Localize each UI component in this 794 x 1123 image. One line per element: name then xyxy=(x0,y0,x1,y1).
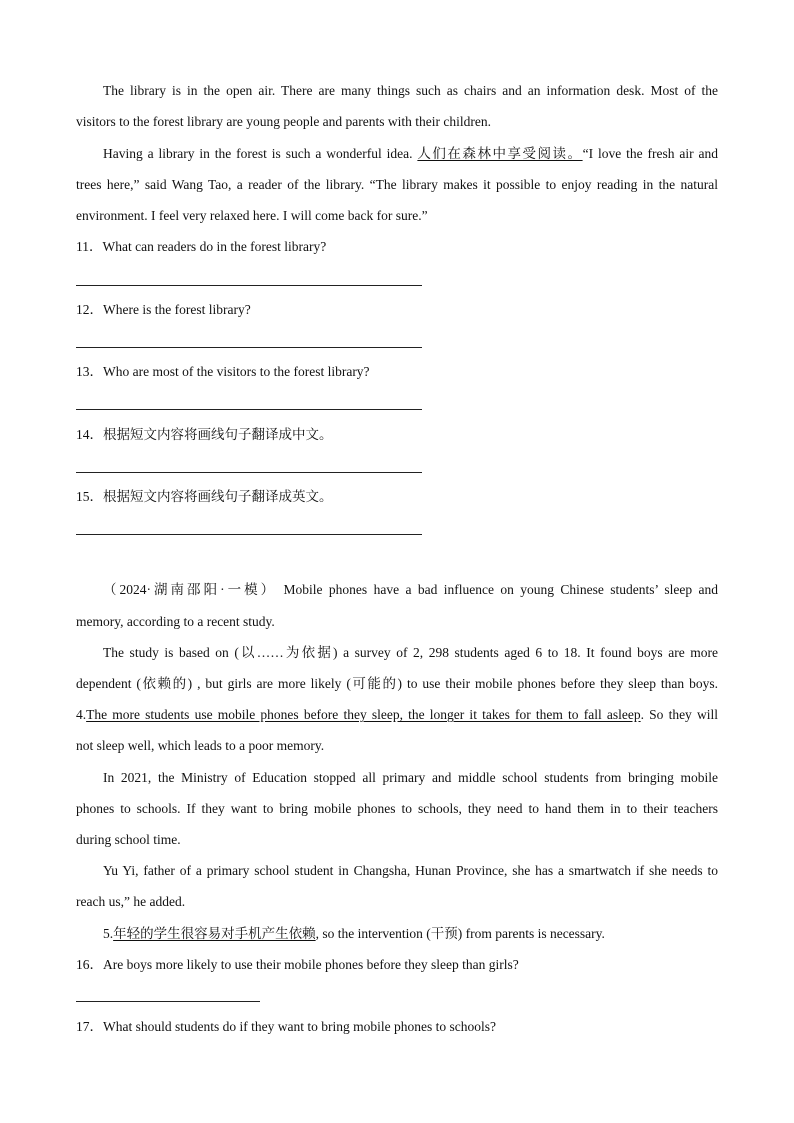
question-text: Where is the forest library? xyxy=(103,302,251,317)
source-label: （2024·湖南邵阳·一模） xyxy=(103,582,278,597)
question-text: What can readers do in the forest library? xyxy=(102,239,327,254)
underlined-sentence-english: The more students use mobile phones before they sleep, the longer it takes for them to fall asleep xyxy=(86,707,641,722)
question-number: 12． xyxy=(76,302,103,317)
passage1-text: Having a library in the forest is such a wonderful idea. xyxy=(103,146,418,161)
passage2-paragraph5 xyxy=(103,924,718,944)
question-number: 13． xyxy=(76,364,103,379)
passage2-paragraph2-line2: dependent (依赖的) , but girls are more likely (可能的) to use their mobile phones before they sleep than boys. xyxy=(76,676,718,691)
answer-line-11[interactable] xyxy=(76,285,422,286)
passage1-paragraph1-line1: The library is in the open air. There are many things such as chairs and an information desk. Most of the xyxy=(103,83,718,98)
question-15 xyxy=(76,487,718,507)
passage2-text: , so the intervention (干预) from parents is necessary. xyxy=(315,926,605,941)
question-number: 17． xyxy=(76,1019,103,1034)
underlined-sentence-chinese-2: 年轻的学生很容易对手机产生依赖 xyxy=(113,926,316,941)
passage2-text: Mobile phones have a bad influence on young Chinese students’ sleep and xyxy=(277,582,718,597)
passage2-paragraph3-line3: during school time. xyxy=(76,832,181,847)
answer-line-16[interactable] xyxy=(76,1001,260,1002)
question-text: What should students do if they want to bring mobile phones to schools? xyxy=(103,1019,496,1034)
answer-line-13[interactable] xyxy=(76,409,422,410)
passage2-paragraph2-line3 xyxy=(76,705,718,725)
question-number: 15． xyxy=(76,489,103,504)
answer-line-14[interactable] xyxy=(76,472,422,473)
passage1-quote: “I love the fresh air and xyxy=(582,146,719,161)
question-number: 16． xyxy=(76,957,103,972)
question-17 xyxy=(76,1017,718,1037)
passage2-paragraph2-line4: not sleep well, which leads to a poor memory. xyxy=(76,738,325,753)
answer-line-12[interactable] xyxy=(76,347,422,348)
sentence-number: 5. xyxy=(103,926,114,941)
underlined-sentence-chinese: 人们在森林中享受阅读。 xyxy=(417,146,583,161)
passage1-paragraph2-line3: environment. I feel very relaxed here. I will come back for sure.” xyxy=(76,208,428,223)
question-11 xyxy=(76,237,718,257)
passage1-paragraph2-line2: trees here,” said Wang Tao, a reader of the library. “The library makes it possible to enjoy reading in the natural xyxy=(76,177,718,192)
question-16 xyxy=(76,955,718,975)
question-14 xyxy=(76,425,718,445)
sentence-number: 4. xyxy=(76,707,87,722)
passage2-text: . So they will xyxy=(640,707,718,722)
question-number: 14． xyxy=(76,427,103,442)
passage1-paragraph2-line1 xyxy=(103,144,718,164)
question-12 xyxy=(76,300,718,320)
passage2-paragraph4-line1: Yu Yi, father of a primary school student in Changsha, Hunan Province, she has a smartwatch if she needs to xyxy=(103,863,718,878)
answer-line-15[interactable] xyxy=(76,534,422,535)
passage2-paragraph3-line1: In 2021, the Ministry of Education stopped all primary and middle school students from bringing mobile xyxy=(103,770,718,785)
passage1-paragraph1-line2: visitors to the forest library are young people and parents with their children. xyxy=(76,114,492,129)
passage2-paragraph4-line2: reach us,” he added. xyxy=(76,894,186,909)
passage2-paragraph2-line1: The study is based on (以……为依据) a survey of 2, 298 students aged 6 to 18. It found boys are more xyxy=(103,645,718,660)
passage2-paragraph1-line2: memory, according to a recent study. xyxy=(76,614,275,629)
passage2-paragraph3-line2: phones to schools. If they want to bring mobile phones to schools, they need to hand them in to their teachers xyxy=(76,801,718,816)
passage2-paragraph1-line1 xyxy=(103,580,718,600)
question-text: 根据短文内容将画线句子翻译成中文。 xyxy=(103,427,333,442)
question-text: 根据短文内容将画线句子翻译成英文。 xyxy=(103,489,333,504)
question-13 xyxy=(76,362,718,382)
question-text: Are boys more likely to use their mobile phones before they sleep than girls? xyxy=(103,957,519,972)
question-text: Who are most of the visitors to the forest library? xyxy=(103,364,370,379)
question-number: 11． xyxy=(76,239,103,254)
